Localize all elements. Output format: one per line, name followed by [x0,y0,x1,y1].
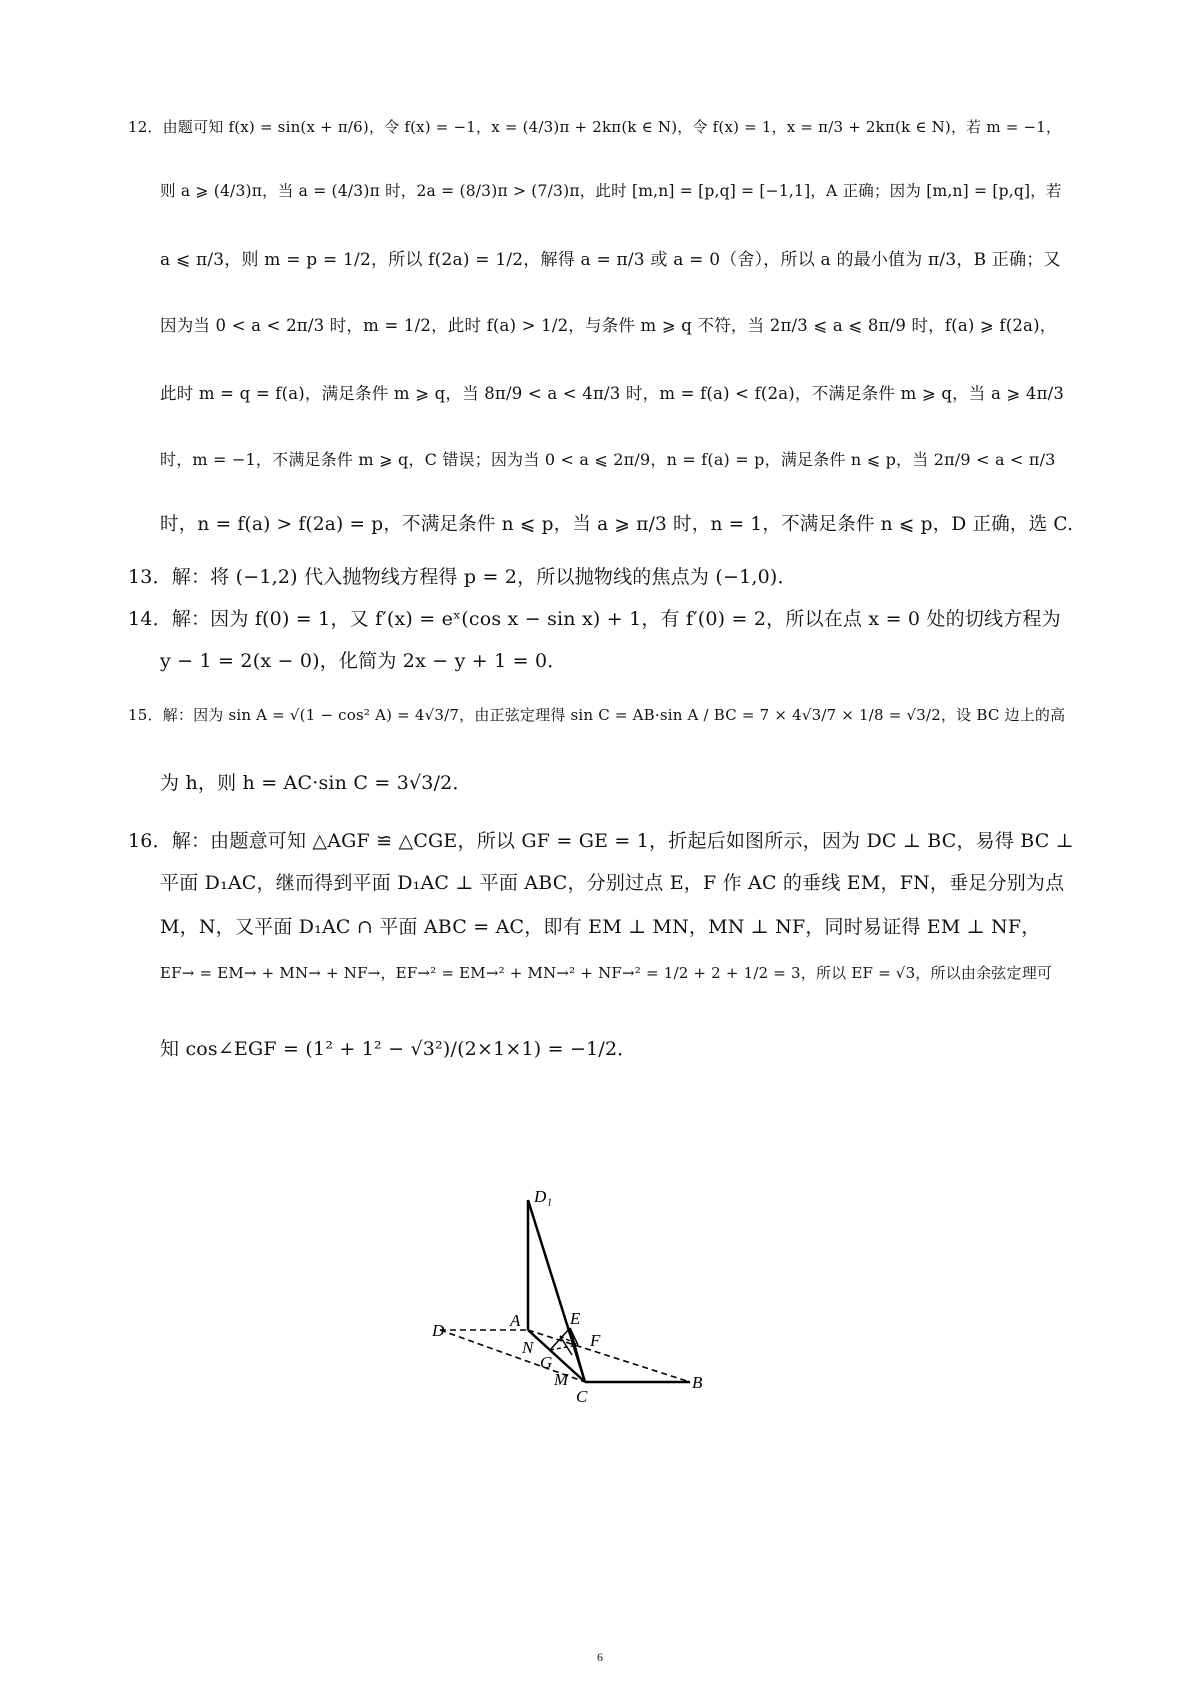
text-line-q12-1: 12．由题可知 f(x) = sin(x + π/6)，令 f(x) = −1，x = (4/3)π + 2kπ(k ∈ N)，令 f(x) = 1，x = π/3 + 2kπ(k ∈ N)，若 m = −1， [128,118,1062,136]
text-line-q15-1: 15．解：因为 sin A = √(1 − cos² A) = 4√3/7，由正弦定理得 sin C = AB·sin A / BC = 7 × 4√3/7 × 1/8 = √3/2，设 BC 边上的高 [128,706,1066,724]
text-line-q16-5: 知 cos∠EGF = (1² + 1² − √3²)/(2×1×1) = −1/2． [160,1038,637,1060]
label-m: M [554,1370,569,1389]
text-line-q12-7: 时，n = f(a) > f(2a) = p，不满足条件 n ⩽ p，当 a ⩾ π/3 时，n = 1，不满足条件 n ⩽ p，D 正确，选 C. [160,514,1074,535]
text-line-q16-3: M，N，又平面 D₁AC ∩ 平面 ABC = AC，即有 EM ⊥ MN，MN ⊥ NF，同时易证得 EM ⊥ NF， [160,916,1041,938]
text-line-q12-2: 则 a ⩾ (4/3)π，当 a = (4/3)π 时，2a = (8/3)π > (7/3)π，此时 [m,n] = [p,q] = [−1,1]，A 正确；因为 [m,n] = [p,q]，若 [160,182,1062,200]
text-line-q16-2: 平面 D₁AC，继而得到平面 D₁AC ⊥ 平面 ABC，分别过点 E，F 作 AC 的垂线 EM，FN，垂足分别为点 [160,872,1065,894]
text-line-q12-3: a ⩽ π/3，则 m = p = 1/2，所以 f(2a) = 1/2，解得 a = π/3 或 a = 0（舍），所以 a 的最小值为 π/3，B 正确；又 [160,250,1061,270]
label-b: B [692,1373,703,1392]
page-number: 6 [597,1650,603,1664]
text-line-q14-2: y − 1 = 2(x − 0)，化简为 2x − y + 1 = 0． [160,650,567,672]
geometry-figure [432,1187,770,1425]
text-line-q13: 13．解：将 (−1,2) 代入抛物线方程得 p = 2，所以抛物线的焦点为 (−1,0)． [128,566,797,588]
label-g: G [540,1353,553,1372]
edge-a-b [528,1330,690,1382]
text-line-q12-6: 时，m = −1，不满足条件 m ⩾ q，C 错误；因为当 0 < a ⩽ 2π/9，n = f(a) = p，满足条件 n ⩽ p，当 2π/9 < a < π/3 [160,450,1056,469]
text-line-q16-1: 16．解：由题意可知 △AGF ≌ △CGE，所以 GF = GE = 1，折起后如图所示，因为 DC ⊥ BC，易得 BC ⊥ [128,830,1074,852]
text-line-q14-1: 14．解：因为 f(0) = 1，又 f′(x) = eˣ(cos x − sin x) + 1，有 f′(0) = 2，所以在点 x = 0 处的切线方程为 [128,608,1061,630]
label-c: C [576,1387,588,1406]
label-a: A [510,1311,521,1330]
text-line-q12-4: 因为当 0 < a < 2π/3 时，m = 1/2，此时 f(a) > 1/2，与条件 m ⩾ q 不符，当 2π/3 ⩽ a ⩽ 8π/9 时，f(a) ⩾ f(2a)， [160,316,1057,335]
label-n: N [522,1338,534,1357]
label-e: E [570,1309,581,1328]
label-f: F [590,1331,601,1350]
text-line-q16-4: EF→ = EM→ + MN→ + NF→，EF→² = EM→² + MN→² + NF→² = 1/2 + 2 + 1/2 = 3，所以 EF = √3，所以由余弦定理可 [160,964,1053,982]
label-d: D [432,1321,445,1340]
text-line-q12-5: 此时 m = q = f(a)，满足条件 m ⩾ q，当 8π/9 < a < 4π/3 时，m = f(a) < f(2a)，不满足条件 m ⩾ q，当 a ⩾ 4π/3 [160,384,1065,403]
text-line-q15-2: 为 h，则 h = AC·sin C = 3√3/2． [160,772,472,794]
label-d1: D₁ [534,1187,553,1206]
